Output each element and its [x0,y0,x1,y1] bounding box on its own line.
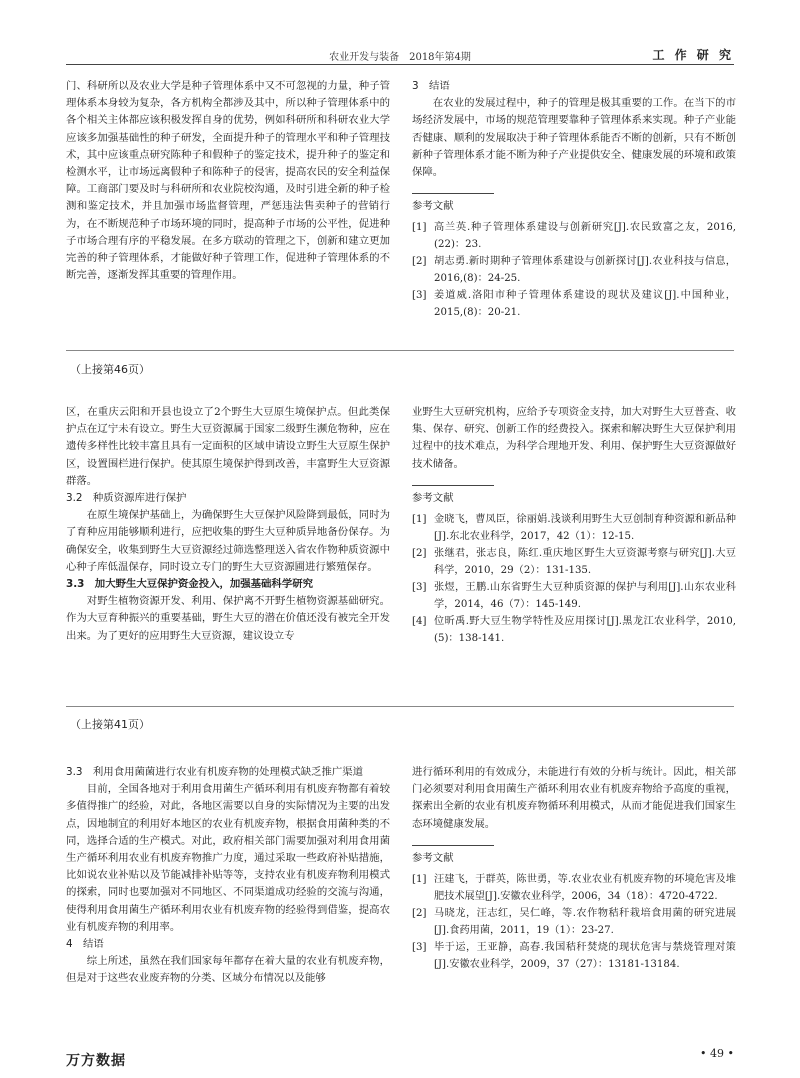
page-number: • 49 • [700,1047,734,1060]
section-3-2-heading: 3.2 种质资源库进行保护 [66,492,187,505]
ref-text: 姜道威.洛阳市种子管理体系建设的现状及建议[J].中国种业，2015,(8)：20-21. [434,290,736,319]
ref-number: [1] [412,222,427,234]
refs-title: 参考文献 [412,491,454,504]
block3-right-paragraph: 进行循环利用的有效成分，未能进行有效的分析与统计。因此，相关部门必须要对利用食用菌生产循环利用农业有机废弃物给予高度的重视，探索出全新的农业有机废弃物循环利用模式，从而才能促进我们国家生态环境健康发展。 [412,766,736,830]
section-3-3-heading: 3.3 利用食用菌菌进行农业有机废弃物的处理模式缺乏推广渠道 [66,766,364,778]
section-3-2-text: 在原生境保护基础上，为确保野生大豆保护风险降到最低，同时为了育种应用能够顺利进行，应把收集的野生大豆种质异地备份保存。为确保安全，收集到野生大豆资源经过筛选整理送入省农作物种质资源中心种子库低温保存，同时设立专门的野生大豆资源圃进行繁殖保存。 [66,509,390,573]
block3-left-column [66,764,390,988]
refs-title: 参考文献 [412,851,454,864]
conclusion-text: 在农业的发展过程中，种子的管理是极其重要的工作。在当下的市场经济发展中，市场的规范管理要靠种子管理体系来实现。种子产业能否健康、顺利的发展取决于种子管理体系能否不断的创新，只有不断创新种子管理体系才能不断为种子产业提供安全、健康发展的环境和政策保障。 [412,97,736,179]
header-rule [66,64,734,65]
continued-from-46: （上接第46页） [70,363,150,376]
refs-separator [412,193,494,194]
journal-header: 农业开发与装备 2018年第4期 [329,52,471,63]
reference-item [412,939,736,973]
ref-text: 金晓飞，曹凤臣，徐丽娟.浅谈利用野生大豆创制育种资源和新品种[J].东北农业科学，2017，42（1）：12-15. [434,514,736,543]
ref-text: 马晓龙，汪志红，吴仁峰，等.农作物秸秆栽培食用菌的研究进展[J].食药用菌，2011，19（1）：23-27. [434,908,736,937]
section-4-text: 综上所述，虽然在我们国家每年都存在着大量的农业有机废弃物，但是对于这些农业废弃物的分类、区域分布情况以及能够 [66,955,390,985]
continued-from-41: （上接第41页） [70,718,150,731]
reference-item [412,287,736,321]
block2-left-column [66,404,390,645]
ref-number: [3] [412,290,427,302]
reference-item [412,613,736,647]
reference-item [412,219,736,253]
block1-left-column [66,78,390,284]
ref-number: [1] [412,874,427,886]
ref-text: 高兰英.种子管理体系建设与创新研究[J].农民致富之友，2016,(22)：23. [434,222,736,251]
ref-text: 汪建飞，于群英，陈世勇，等.农业农业有机废弃物的环境危害及堆肥技术展望[J].安徽农业科学，2006，34（18）：4720-4722. [434,874,736,903]
reference-item [412,545,736,579]
block2-right-column [412,404,736,647]
ref-number: [4] [412,616,427,628]
ref-text: 位昕禹.野大豆生物学特性及应用探讨[J].黑龙江农业科学，2010,(5)：138-141. [434,616,736,645]
section-3-3-text: 对野生植物资源开发、利用、保护离不开野生植物资源基础研究。作为大豆育种振兴的重要基础，野生大豆的潜在价值还没有被完全开发出来。为了更好的应用野生大豆资源，建议设立专 [66,595,390,642]
block1-paragraph: 门、科研所以及农业大学是种子管理体系中又不可忽视的力量，种子管理体系本身较为复杂，各方机构全都涉及其中，所以种子管理体系中的各个相关主体都应该积极发挥自身的优势，例如科研所和科研农业大学应该多加强基础性的种子研发，全面提升种子的管理水平和种子管理技术，其中应该重点研究陈种子和假种子的鉴定技术，提升种子的鉴定和检测水平，让市场远离假种子和陈种子的侵害，提高农民的安全利益保障。工商部门要及时与科研所和农业院校沟通，及时引进全新的种子检测和鉴定技术，并且加强市场监督管理，严惩违法售卖种子的营销行为，在不断规范种子市场环境的同时，提高种子市场的公平性，促进种子市场合理有序的平稳发展。在多方联动的管理之下，创新和建立更加完善的种子管理体系，才能做好种子管理工作，促进种子管理体系的不断完善，逐渐发挥其重要的管理作用。 [66,80,390,282]
section-3-3-text: 目前，全国各地对于利用食用菌生产循环利用有机废弃物都有着较多值得推广的经验，对此，各地区需要以自身的实际情况为主要的出发点，因地制宜的利用好本地区的农业有机废弃物，根据食用菌种类的不同，选择合适的生产模式。对此，政府相关部门需要加强对利用食用菌生产循环利用农业有机废弃物推广力度，通过采取一些政府补贴措施，比如说农业补贴以及节能减排补贴等等，支持农业有机废弃物利用模式的探索，同时也要加强对不同地区、不同渠道成功经验的交流与沟通，使得利用食用菌生产循环利用农业有机废弃物的经验得到借鉴，提高农业有机废弃物的利用率。 [66,783,390,933]
ref-number: [3] [412,942,427,954]
ref-number: [2] [412,908,427,920]
ref-text: 张煜，王鹏.山东省野生大豆种质资源的保护与利用[J].山东农业科学，2014，46（7）：145-149. [434,582,736,611]
ref-number: [1] [412,514,427,526]
refs-title: 参考文献 [412,200,454,213]
divider-rule [66,350,734,351]
ref-number: [2] [412,256,427,268]
reference-item [412,511,736,545]
ref-text: 胡志勇.新时期种子管理体系建设与创新探讨[J].农业科技与信息，2016,(8)：24-25. [434,256,736,285]
reference-item [412,905,736,939]
block1-right-column [412,78,736,321]
block3-right-column [412,764,736,973]
section-3-3-heading: 3.3 加大野生大豆保护资金投入，加强基础科学研究 [66,578,313,591]
section-4-heading: 4 结语 [66,938,104,951]
wanfang-watermark: 万方数据 [66,1053,126,1069]
refs-separator [412,845,494,846]
section-header: 工 作 研 究 [652,48,734,62]
reference-item [412,253,736,287]
reference-item [412,871,736,905]
divider-rule [66,706,734,707]
block2-paragraph: 区，在重庆云阳和开县也设立了2个野生大豆原生境保护点。但此类保护点在辽宁未有设立。野生大豆资源属于国家二级野生濒危物种，应在遗传多样性比较丰富且具有一定面积的区域申请设立野生大豆原生保护区，设置围栏进行保护。使其原生境保护得到改善，丰富野生大豆资源群落。 [66,406,390,487]
block2-right-paragraph: 业野生大豆研究机构，应给予专项资金支持，加大对野生大豆普查、收集、保存、研究、创新工作的经费投入。探索和解决野生大豆保护利用过程中的技术难点，为科学合理地开发、利用、保护野生大豆资源做好技术储备。 [412,406,736,470]
ref-text: 张继君，张志良，陈红.重庆地区野生大豆资源考察与研究[J].大豆科学，2010，29（2）：131-135. [434,548,736,577]
ref-text: 毕于运，王亚静，高春.我国秸秆焚烧的现状危害与禁烧管理对策[J].安徽农业科学，2009，37（27）：13181-13184. [434,942,736,971]
reference-item [412,579,736,613]
refs-separator [412,485,494,486]
ref-number: [3] [412,582,427,594]
ref-number: [2] [412,548,427,560]
conclusion-heading: 3 结语 [412,80,450,92]
